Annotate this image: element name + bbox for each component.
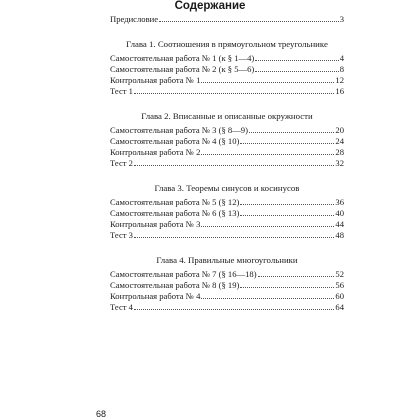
toc-entry[interactable] xyxy=(110,197,344,208)
toc-entry[interactable] xyxy=(110,136,344,147)
toc-entry-page: 20 xyxy=(335,125,344,135)
toc-entry-label: Тест 2 xyxy=(110,158,133,168)
toc-entry-page: 8 xyxy=(339,64,344,74)
toc-entry[interactable] xyxy=(110,86,344,97)
toc-entry-page: 16 xyxy=(335,86,344,96)
dot-leader xyxy=(134,86,334,94)
toc-entry-page: 4 xyxy=(339,53,344,63)
toc-entry[interactable] xyxy=(110,158,344,169)
toc-entry-page: 36 xyxy=(335,197,344,207)
toc-entry-label: Тест 3 xyxy=(110,230,133,240)
toc-entry[interactable] xyxy=(110,147,344,158)
toc-entry-label: Контрольная работа № 4 xyxy=(110,291,201,301)
toc-entry-label: Контрольная работа № 3 xyxy=(110,219,201,229)
chapter-title: Глава 4. Правильные многоугольники xyxy=(156,255,298,265)
dot-leader xyxy=(201,291,334,299)
toc-entry[interactable] xyxy=(110,64,344,75)
dot-leader xyxy=(240,208,334,216)
dot-leader xyxy=(201,219,334,227)
toc-entry-label: Контрольная работа № 2 xyxy=(110,147,201,157)
dot-leader xyxy=(134,302,334,310)
toc-entry-label: Самостоятельная работа № 4 (§ 10) xyxy=(110,136,240,146)
chapter-3 xyxy=(110,183,344,241)
toc-entry-label: Самостоятельная работа № 5 (§ 12) xyxy=(110,197,240,207)
toc-entry[interactable] xyxy=(110,125,344,136)
toc-entry-page: 32 xyxy=(335,158,344,168)
toc-entry-label: Тест 1 xyxy=(110,86,133,96)
toc-entry-page: 3 xyxy=(339,14,344,24)
toc-entry-label: Самостоятельная работа № 8 (§ 19) xyxy=(110,280,240,290)
toc-entry-page: 40 xyxy=(335,208,344,218)
toc-entry-label: Самостоятельная работа № 2 (к § 5—6) xyxy=(110,64,255,74)
toc-entry[interactable] xyxy=(110,219,344,230)
chapter-title: Глава 2. Вписанные и описанные окружности xyxy=(141,111,313,121)
dot-leader xyxy=(201,147,334,155)
toc-entry-page: 52 xyxy=(335,269,344,279)
chapter-title: Глава 3. Теоремы синусов и косинусов xyxy=(154,183,300,193)
toc-entry[interactable] xyxy=(110,75,344,86)
dot-leader xyxy=(255,53,338,61)
toc-entry-page: 12 xyxy=(335,75,344,85)
chapter-2 xyxy=(110,111,344,169)
dot-leader xyxy=(134,230,334,238)
dot-leader xyxy=(240,136,334,144)
toc-entry[interactable] xyxy=(110,280,344,291)
toc-entry[interactable] xyxy=(110,53,344,64)
toc-entry-label: Предисловие xyxy=(110,14,159,24)
table-of-contents xyxy=(110,14,344,313)
dot-leader xyxy=(240,280,334,288)
dot-leader xyxy=(134,158,334,166)
dot-leader xyxy=(249,125,334,133)
toc-entry-page: 44 xyxy=(335,219,344,229)
page-number: 68 xyxy=(96,409,107,419)
toc-entry-page: 28 xyxy=(335,147,344,157)
toc-entry[interactable] xyxy=(110,269,344,280)
toc-entry-page: 64 xyxy=(335,302,344,312)
toc-entry-label: Самостоятельная работа № 7 (§ 16—18) xyxy=(110,269,257,279)
chapter-4 xyxy=(110,255,344,313)
toc-entry-label: Контрольная работа № 1 xyxy=(110,75,201,85)
page-title: Содержание xyxy=(174,0,246,12)
dot-leader xyxy=(255,64,338,72)
toc-entry-label: Самостоятельная работа № 6 (§ 13) xyxy=(110,208,240,218)
dot-leader xyxy=(159,14,339,22)
dot-leader xyxy=(258,269,335,277)
chapter-title: Глава 1. Соотношения в прямоугольном треугольнике xyxy=(126,39,328,49)
toc-entry[interactable] xyxy=(110,208,344,219)
dot-leader xyxy=(201,75,334,83)
toc-entry-page: 56 xyxy=(335,280,344,290)
toc-entry[interactable] xyxy=(110,291,344,302)
toc-entry[interactable] xyxy=(110,302,344,313)
chapter-1 xyxy=(110,39,344,97)
toc-entry[interactable] xyxy=(110,230,344,241)
toc-entry-page: 60 xyxy=(335,291,344,301)
toc-entry-label: Самостоятельная работа № 3 (§ 8—9) xyxy=(110,125,248,135)
toc-entry-label: Тест 4 xyxy=(110,302,133,312)
toc-entry-preface[interactable] xyxy=(110,14,344,25)
dot-leader xyxy=(240,197,334,205)
toc-entry-label: Самостоятельная работа № 1 (к § 1—4) xyxy=(110,53,255,63)
toc-entry-page: 24 xyxy=(335,136,344,146)
toc-entry-page: 48 xyxy=(335,230,344,240)
